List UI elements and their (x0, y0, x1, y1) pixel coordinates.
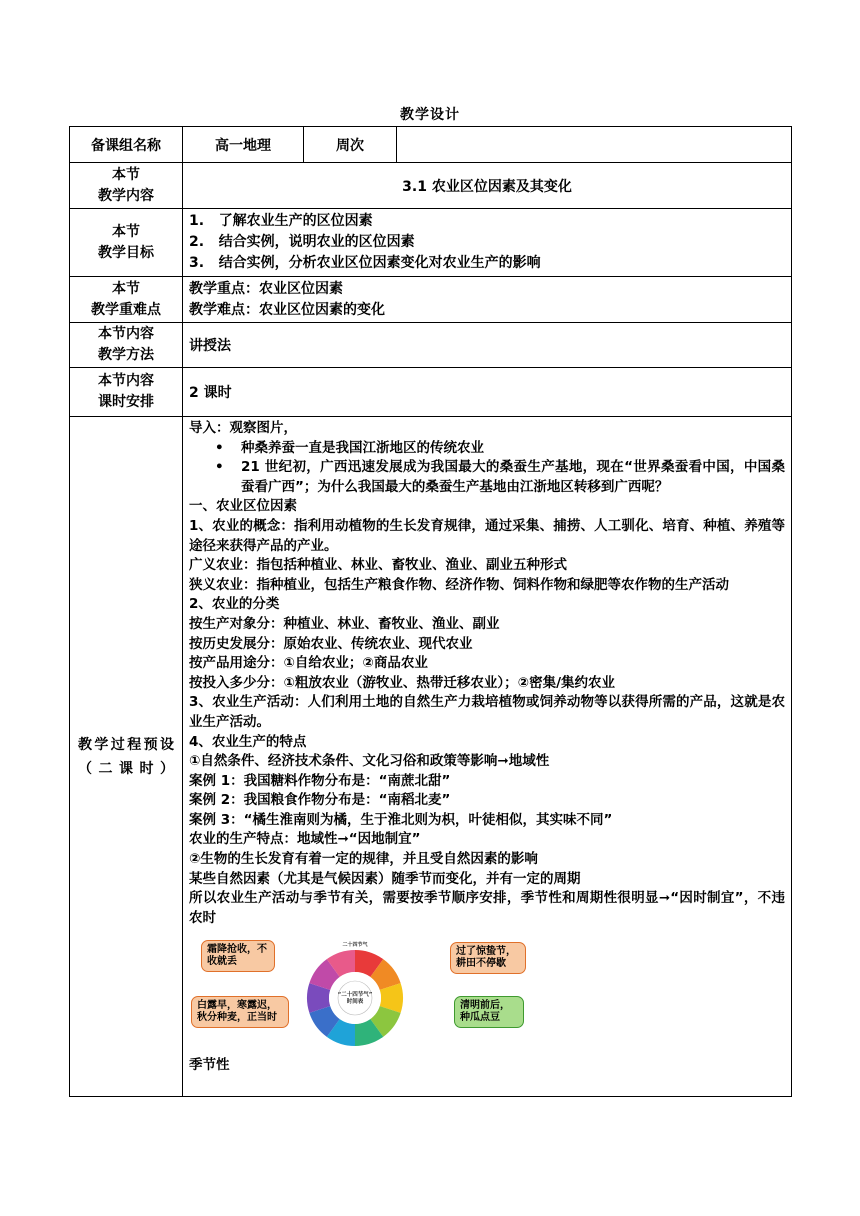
intro-text: 导入：观察图片， (189, 420, 297, 436)
bullet-item: • 21 世纪初，广西迅速发展成为我国最大的桑蚕生产基地，现在“世界桑蚕看中国，中国桑蚕看广西”；为什么我国最大的桑蚕生产基地由江浙地区转移到广西呢？ (215, 459, 785, 495)
week-value (397, 127, 792, 163)
lesson-plan-table (69, 126, 792, 1097)
paragraph: 所以农业生产活动与季节有关，需要按季节顺序安排，季节性和周期性很明显➞“因时制宜”，不违农时 (189, 890, 785, 926)
wheel-title: 二十四节气 (342, 942, 368, 949)
callout-qingming: 清明前后，种瓜点豆 (454, 996, 524, 1028)
bullet-item: • 种桑养蚕一直是我国江浙地区的传统农业 (215, 439, 484, 456)
paragraph: 按投入多少分：①粗放农业（游牧业、热带迁移农业）；②密集/集约农业 (189, 674, 616, 691)
goals-row (70, 209, 792, 277)
paragraph: 3、农业生产活动：人们利用土地的自然生产力栽培植物或饲养动物等以获得所需的产品，这就是农业生产活动。 (189, 694, 785, 730)
keypoints-list (183, 277, 792, 323)
process-content (183, 417, 792, 1097)
paragraph: 1、农业的概念：指利用动植物的生长发育规律，通过采集、捕捞、人工驯化、培育、种植、养殖等途径来获得产品的产业。 (189, 517, 785, 554)
goal-item: 2. 结合实例，说明农业的区位因素 (189, 234, 415, 250)
paragraph: 按历史发展分：原始农业、传统农业、现代农业 (189, 635, 473, 652)
keypoints-label: 本节 教学重难点 (70, 277, 183, 323)
goal-item: 1. 了解农业生产的区位因素 (189, 213, 373, 229)
wheel-center-subtitle: 时间表 (346, 999, 364, 1006)
paragraph: 4、农业生产的特点 (189, 733, 307, 750)
paragraph: 案例 2：我国粮食作物分布是：“南稻北麦” (189, 792, 451, 809)
goals-list (183, 209, 792, 277)
paragraph: 按生产对象分：种植业、林业、畜牧业、渔业、副业 (189, 615, 500, 632)
callout-frost-descent: 霜降抢收，不收就丢 (201, 940, 275, 972)
hours-value: 2 课时 (183, 368, 792, 417)
paragraph: ①自然条件、经济技术条件、文化习俗和政策等影响➞地域性 (189, 753, 550, 770)
paragraph: ②生物的生长发育有着一定的规律，并且受自然因素的影响 (189, 851, 538, 868)
paragraph: 某些自然因素（尤其是气候因素）随季节而变化，并有一定的周期 (189, 870, 581, 887)
group-label: 备课组名称 (70, 127, 183, 163)
paragraph: 农业的生产特点：地域性➞“因地制宜” (189, 831, 421, 848)
callout-white-dew: 白露早，寒露迟，秋分种麦，正当时 (191, 996, 289, 1028)
paragraph: 案例 3：“橘生淮南则为橘，生于淮北则为枳，叶徒相似，其实味不同” (189, 811, 613, 828)
solar-terms-figure (191, 938, 516, 1052)
paragraph: 2、农业的分类 (189, 596, 280, 613)
method-row (70, 323, 792, 368)
solar-terms-wheel (294, 938, 416, 1052)
section-heading: 一、农业区位因素 (189, 498, 297, 515)
method-label: 本节内容 教学方法 (70, 323, 183, 368)
callout-awakening: 过了惊蛰节，耕田不停歇 (450, 942, 526, 974)
wheel-center-title: “二十四节气” (337, 992, 373, 999)
process-row (70, 417, 792, 1097)
method-value: 讲授法 (183, 323, 792, 368)
paragraph: 案例 1：我国糖料作物分布是：“南蔗北甜” (189, 772, 451, 789)
goals-label: 本节 教学目标 (70, 209, 183, 277)
key-point: 教学重点：农业区位因素 (189, 280, 343, 297)
week-label: 周次 (304, 127, 397, 163)
header-row (70, 127, 792, 163)
content-label: 本节 教学内容 (70, 163, 183, 209)
paragraph: 广义农业：指包括种植业、林业、畜牧业、渔业、副业五种形式 (189, 557, 567, 574)
difficult-point: 教学难点：农业区位因素的变化 (189, 301, 385, 318)
figure-caption: 季节性 (189, 1057, 230, 1074)
group-value: 高一地理 (183, 127, 304, 163)
process-label: 教学过程预设（二课时） (70, 417, 183, 1097)
keypoints-row (70, 277, 792, 323)
hours-label: 本节内容 课时安排 (70, 368, 183, 417)
paragraph: 狭义农业：指种植业，包括生产粮食作物、经济作物、饲料作物和绿肥等农作物的生产活动 (189, 576, 729, 593)
content-value: 3.1 农业区位因素及其变化 (183, 163, 792, 209)
goal-item: 3. 结合实例，分析农业区位因素变化对农业生产的影响 (189, 255, 541, 271)
hours-row (70, 368, 792, 417)
paragraph: 按产品用途分：①自给农业；②商品农业 (189, 655, 428, 672)
content-row (70, 163, 792, 209)
document-title: 教学设计 (400, 107, 460, 123)
